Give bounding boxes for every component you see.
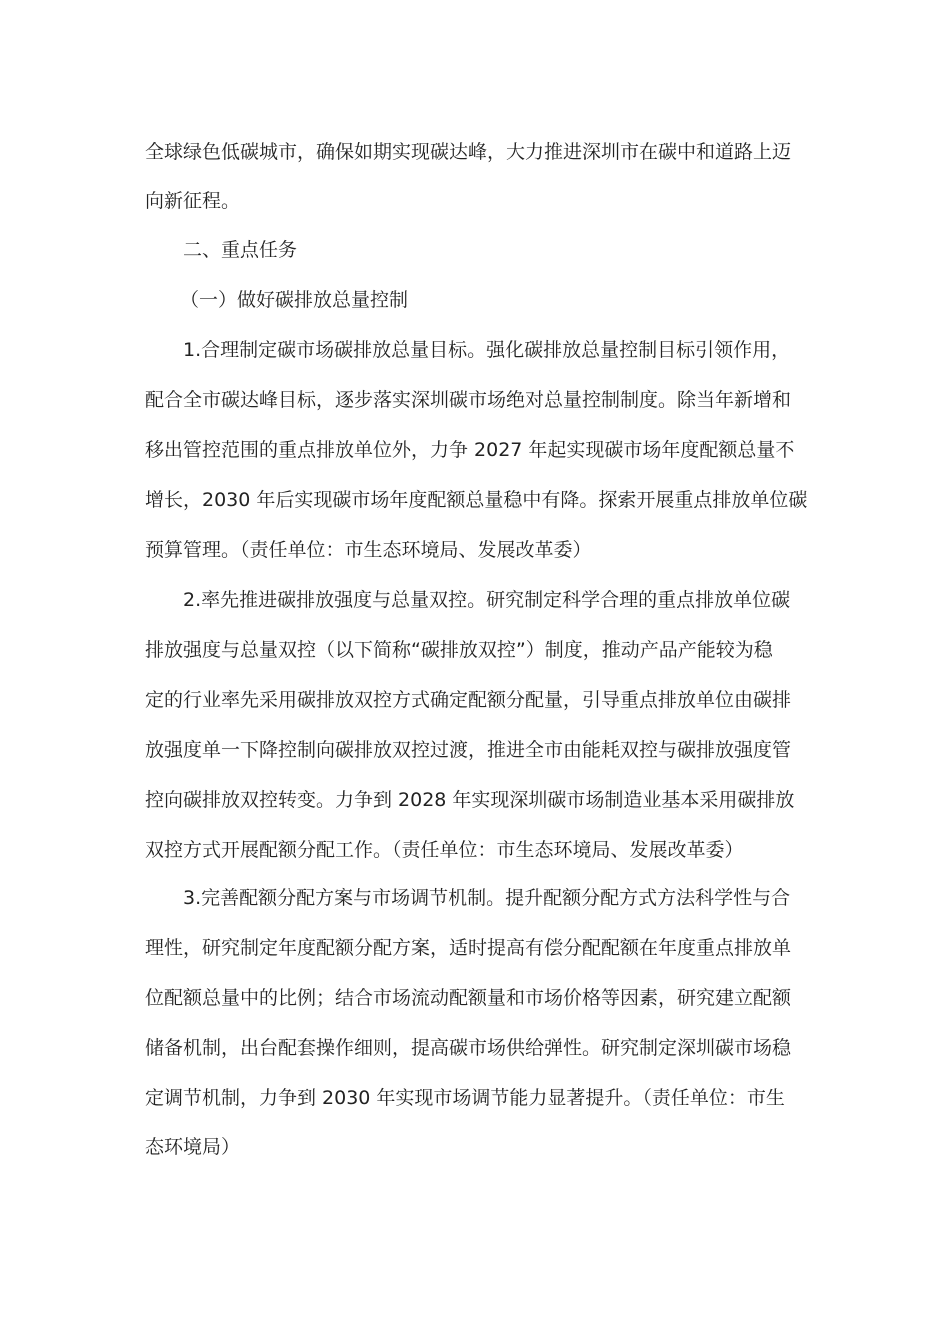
text-line: 双控方式开展配额分配工作。（责任单位：市生态环境局、发展改革委） [145,839,744,861]
text-line: 定调节机制，力争到 2030 年实现市场调节能力显著提升。（责任单位：市生 [145,1087,785,1109]
text-line: 位配额总量中的比例；结合市场流动配额量和市场价格等因素，研究建立配额 [145,987,792,1009]
paragraph-start: 1.合理制定碳市场碳排放总量目标。强化碳排放总量控制目标引领作用， [183,339,791,361]
text-line: 储备机制，出台配套操作细则，提高碳市场供给弹性。研究制定深圳碳市场稳 [145,1037,792,1059]
text-line: 增长，2030 年后实现碳市场年度配额总量稳中有降。探索开展重点排放单位碳 [145,489,808,511]
text-line: 预算管理。（责任单位：市生态环境局、发展改革委） [145,539,592,561]
section-heading: 二、重点任务 [183,239,298,261]
text-line: 控向碳排放双控转变。力争到 2028 年实现深圳碳市场制造业基本采用碳排放 [145,789,795,811]
text-line: 排放强度与总量双控（以下简称“碳排放双控”）制度，推动产品产能较为稳 [145,639,773,661]
text-line: 理性，研究制定年度配额分配方案，适时提高有偿分配配额在年度重点排放单 [145,937,792,959]
paragraph-start: 2.率先推进碳排放强度与总量双控。研究制定科学合理的重点排放单位碳 [183,589,791,611]
subsection-heading: （一）做好碳排放总量控制 [180,289,409,311]
text-line: 全球绿色低碳城市，确保如期实现碳达峰，大力推进深圳市在碳中和道路上迈 [145,141,792,163]
text-line: 态环境局） [145,1136,241,1158]
text-line: 向新征程。 [145,190,241,212]
text-line: 配合全市碳达峰目标，逐步落实深圳碳市场绝对总量控制制度。除当年新增和 [145,389,792,411]
text-line: 放强度单一下降控制向碳排放双控过渡，推进全市由能耗双控与碳排放强度管 [145,739,792,761]
text-line: 定的行业率先采用碳排放双控方式确定配额分配量，引导重点排放单位由碳排 [145,689,792,711]
paragraph-start: 3.完善配额分配方案与市场调节机制。提升配额分配方式方法科学性与合 [183,887,791,909]
text-line: 移出管控范围的重点排放单位外，力争 2027 年起实现碳市场年度配额总量不 [145,439,795,461]
